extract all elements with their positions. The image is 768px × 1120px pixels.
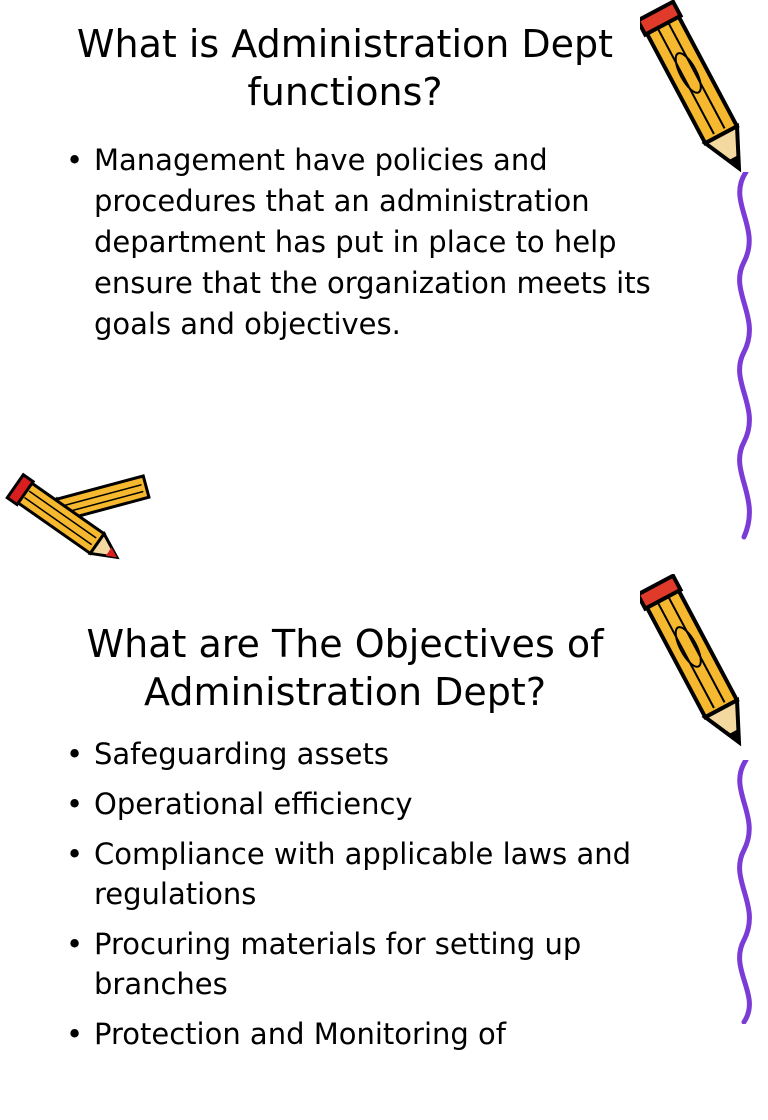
bullet-text: Safeguarding assets [94, 737, 389, 771]
bullet-text: Compliance with applicable laws and regulations [94, 837, 632, 911]
bullet-item [66, 834, 676, 914]
bullet-item [66, 924, 676, 1004]
wavy-line-icon [722, 172, 768, 542]
bullet-dot: • [66, 927, 84, 961]
slide-title: What are The Objectives of Administration Dept? [86, 622, 604, 714]
crossed-pencils-icon [0, 460, 160, 570]
bullet-text: Procuring materials for setting up branches [94, 927, 582, 1001]
bullet-item [66, 734, 676, 774]
bullet-text: Management have policies and procedures that an administration department has put in place to help ensure that the organization meets its goals and objectives. [94, 143, 651, 341]
pencil-icon [640, 574, 760, 764]
bullet-item [66, 1014, 676, 1054]
bullet-list [66, 140, 676, 355]
bullet-dot: • [66, 1017, 84, 1051]
bullet-text: Protection and Monitoring of [94, 1017, 506, 1051]
bullet-list [66, 734, 676, 1064]
slide-title: What is Administration Dept functions? [76, 22, 614, 114]
pencil-icon [640, 0, 760, 190]
bullet-dot: • [66, 837, 84, 871]
bullet-text: Operational efficiency [94, 787, 413, 821]
bullet-item [66, 784, 676, 824]
bullet-item [66, 140, 676, 345]
bullet-dot: • [66, 787, 84, 821]
bullet-dot: • [66, 737, 84, 771]
bullet-dot: • [66, 143, 84, 177]
wavy-line-icon [722, 760, 768, 1024]
